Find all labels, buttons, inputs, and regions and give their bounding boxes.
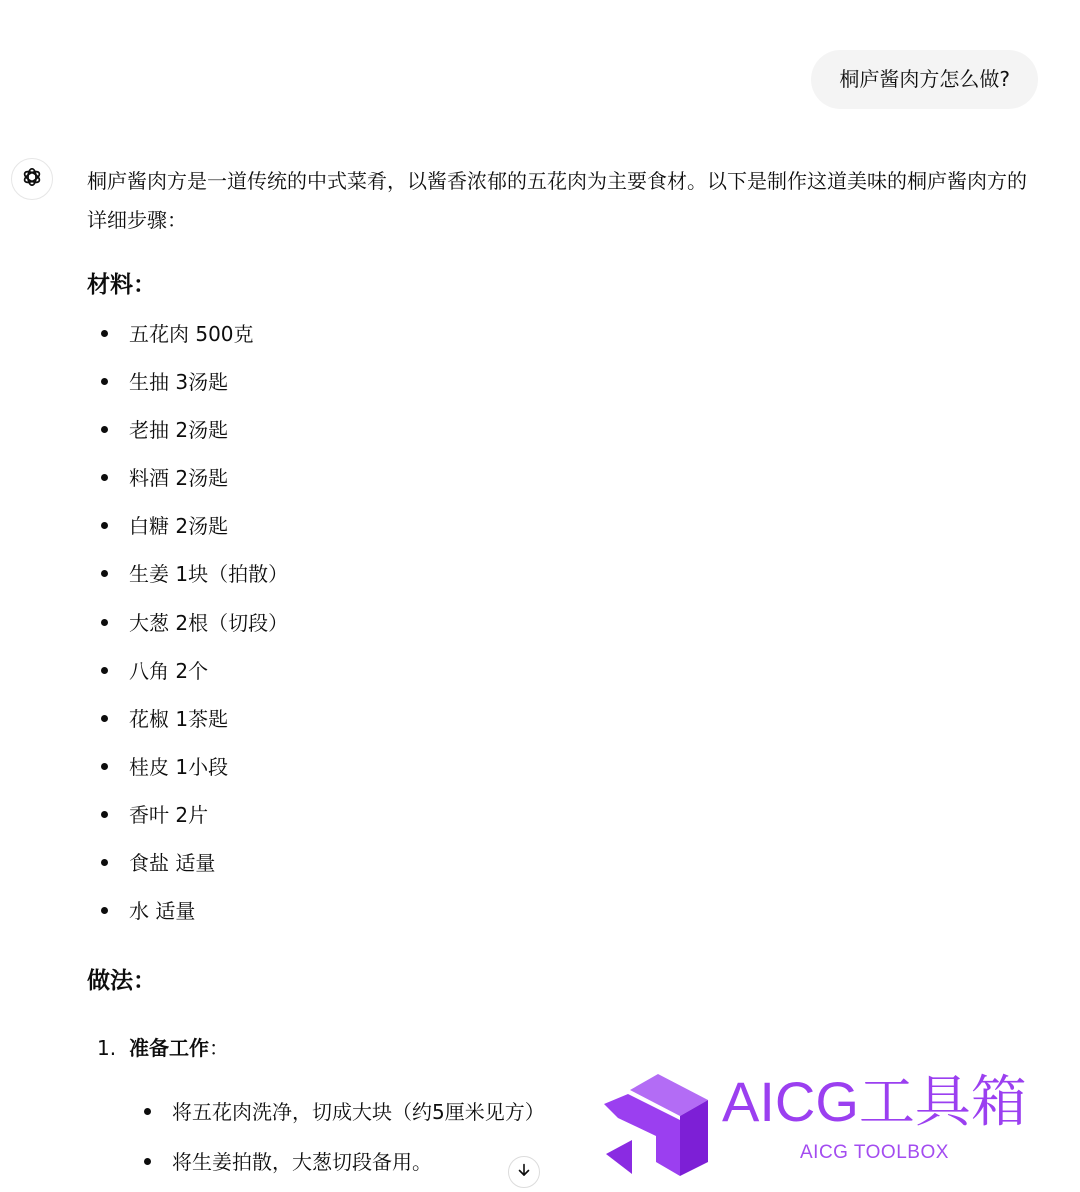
- step-sub-item: 将五花肉洗净，切成大块（约5厘米见方）: [87, 1092, 545, 1142]
- ingredient-item: 五花肉 500克: [87, 314, 288, 362]
- intro-paragraph: 桐庐酱肉方是一道传统的中式菜肴，以酱香浓郁的五花肉为主要食材。以下是制作这道美味的桐庐酱肉方的详细步骤：: [87, 169, 1027, 232]
- watermark: [604, 1066, 1044, 1184]
- ingredient-item: 八角 2个: [87, 651, 288, 699]
- ingredient-item: 水 适量: [87, 891, 288, 939]
- ingredient-item: 生姜 1块（拍散）: [87, 554, 288, 602]
- watermark-subtitle: AICG TOOLBOX: [800, 1142, 949, 1163]
- ingredients-list: [87, 314, 288, 939]
- scroll-to-bottom-button[interactable]: [508, 1156, 540, 1188]
- watermark-title: AICG工具箱: [722, 1070, 1027, 1133]
- step-sub-item: 将生姜拍散，大葱切段备用。: [87, 1142, 545, 1192]
- openai-logo-icon: [20, 165, 44, 193]
- step-sub-list: [87, 1092, 545, 1192]
- user-message-text: 桐庐酱肉方怎么做?: [839, 67, 1010, 91]
- aicg-logo-icon: [604, 1066, 716, 1184]
- step-title: 准备工作: [129, 1036, 209, 1060]
- step-title-suffix: ：: [209, 1036, 229, 1060]
- user-message-bubble: [811, 50, 1038, 109]
- method-heading: 做法：: [87, 968, 156, 994]
- ingredient-item: 香叶 2片: [87, 795, 288, 843]
- ingredient-item: 白糖 2汤匙: [87, 506, 288, 554]
- ingredient-item: 生抽 3汤匙: [87, 362, 288, 410]
- ingredient-item: 大葱 2根（切段）: [87, 603, 288, 651]
- ingredient-item: 食盐 适量: [87, 843, 288, 891]
- step-item: [97, 1028, 229, 1068]
- ingredient-item: 老抽 2汤匙: [87, 410, 288, 458]
- arrow-down-icon: [516, 1162, 532, 1182]
- ingredient-item: 桂皮 1小段: [87, 747, 288, 795]
- step-number: 1.: [97, 1036, 117, 1060]
- assistant-avatar: [11, 158, 53, 200]
- ingredient-item: 花椒 1茶匙: [87, 699, 288, 747]
- materials-heading: 材料：: [87, 272, 156, 298]
- ingredient-item: 料酒 2汤匙: [87, 458, 288, 506]
